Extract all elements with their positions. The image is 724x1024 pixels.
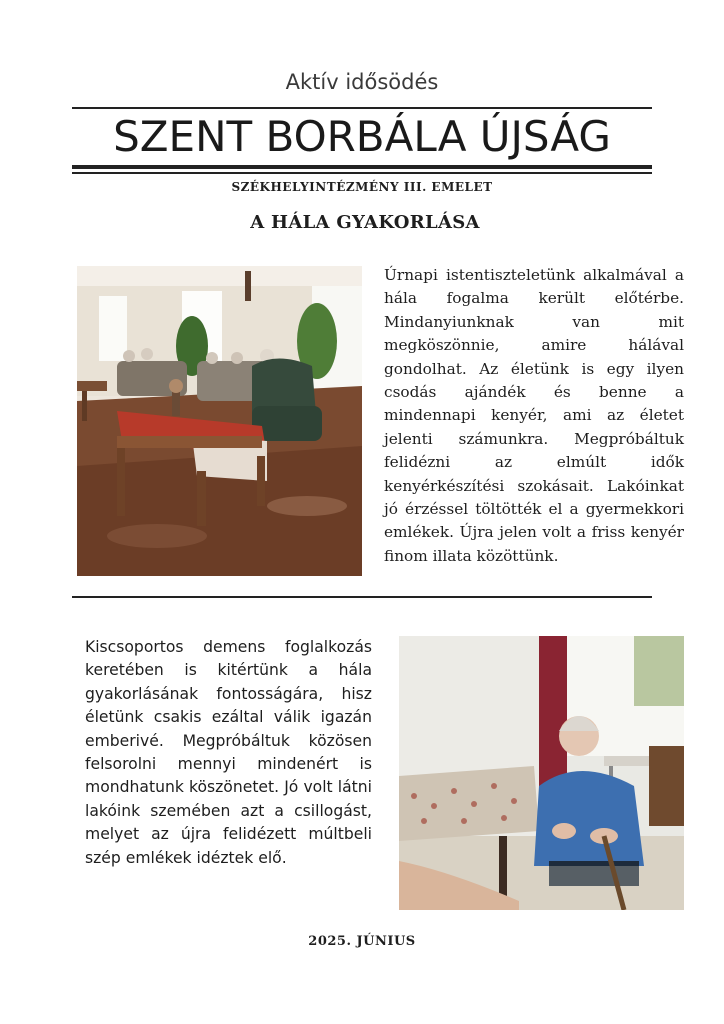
masthead-rule-thick (72, 165, 652, 169)
article-paragraph-1: Úrnapi istentiszteletünk alkalmával a hála fogalma került előtérbe. Mindanyiunknak van mit megköszönnie, amire hálával gondolhat. Az életünk is egy ilyen csodás ajándék és benne a mindennapi kenyér, ami az életet jelenti számunkra. Megpróbáltuk felidézni az elmúlt idők kenyérkészítési szokásait. Lakóinkat jó érzéssel töltötték el a gyermekkori emlékek. Újra jelen volt a friss kenyér finom illata közöttünk. (384, 266, 684, 565)
masthead-rule-thin (72, 172, 652, 174)
article-paragraph-2: Kiscsoportos demens foglalkozás keretében is kitértünk a hála gyakorlásának fontosságára, hisz életünk csakis ezáltal válik igazán emberivé. Megpróbáltuk közösen felsorolni mennyi mindenért is mondhatunk köszönetet. Jó volt látni lakóink szemében azt a csillogást, melyet az újra felidézett múltbeli szép emlékek idéztek elő. (85, 638, 372, 867)
masthead-title: SZENT BORBÁLA ÚJSÁG (113, 112, 611, 161)
issue-date: 2025. JÚNIUS (308, 934, 416, 949)
article-headline: A HÁLA GYAKORLÁSA (250, 212, 480, 233)
middle-rule (72, 596, 652, 598)
common-room-photo (77, 266, 362, 576)
top-rule (72, 107, 652, 109)
section-label: SZÉKHELYINTÉZMÉNY III. EMELET (231, 180, 493, 194)
resident-photo (399, 636, 684, 910)
kicker-title: Aktív idősödés (285, 70, 439, 94)
